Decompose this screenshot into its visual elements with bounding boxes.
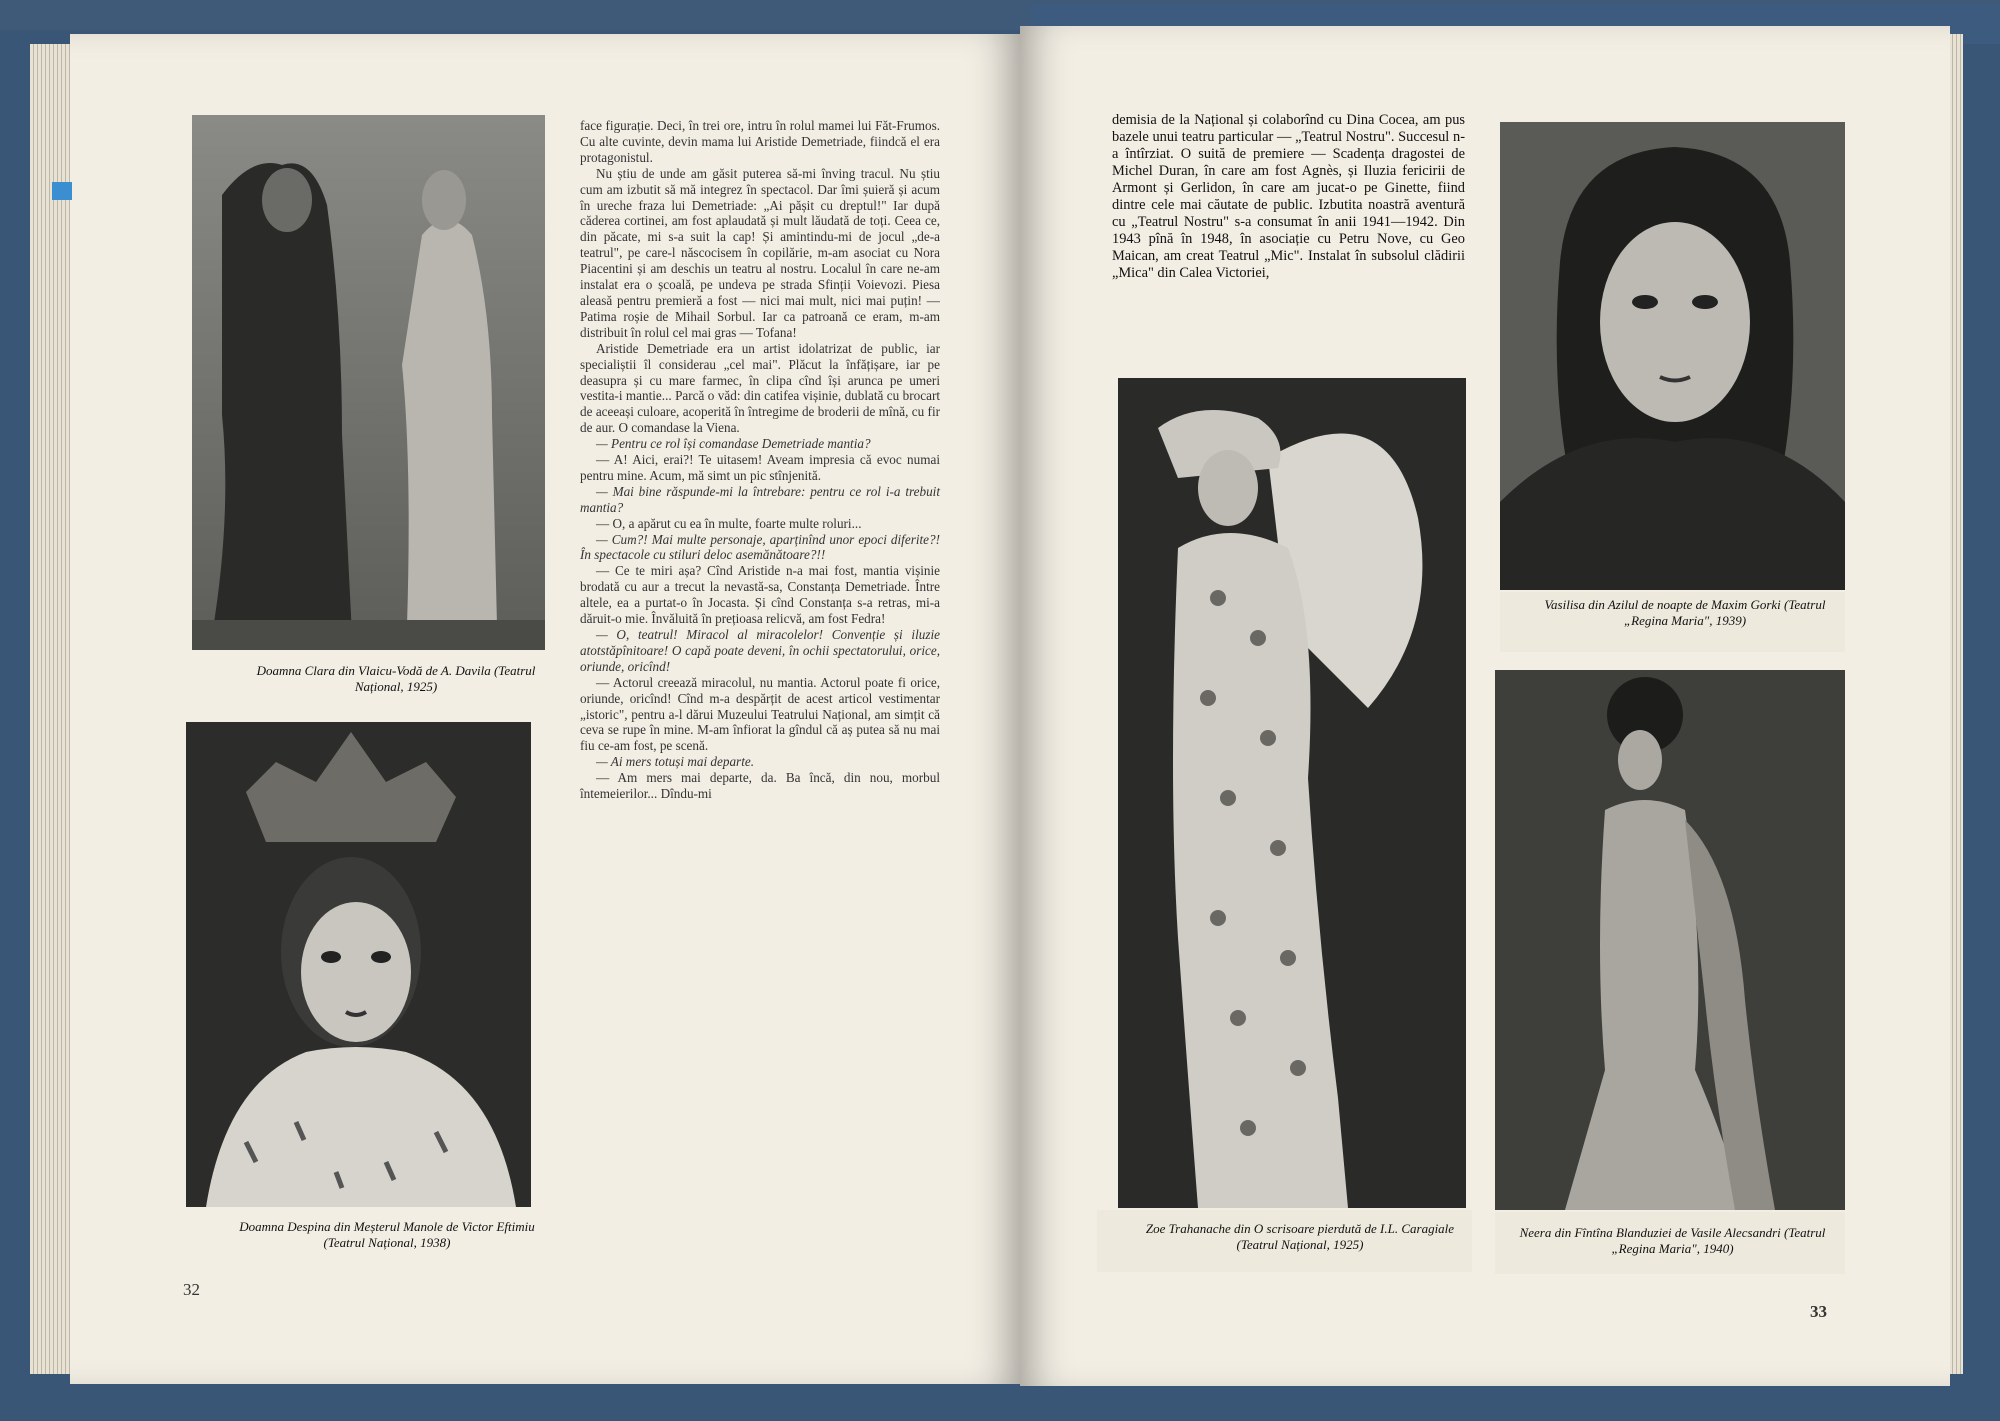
photo-neera	[1495, 670, 1845, 1210]
paragraph: — Ce te miri așa? Cînd Aristide n-a mai fost, mantia vișinie brodată cu aur a trecut la nevastă-sa, Constanța Demetriade. Între altele, ea a purtat-o în Jocasta. Și cînd Constanța s-a retras, mi-a dăruit-o mie. Învăluită în prețioasa relicvă, am fost Fedra!	[580, 563, 940, 627]
photo-vasilisa	[1500, 122, 1845, 590]
page-number-right: 33	[1810, 1302, 1827, 1321]
paragraph: face figurație. Deci, în trei ore, intru în rolul mamei lui Făt-Frumos. Cu alte cuvinte, devin mama lui Aristide Demetriade, fiindcă el era protagonistul.	[580, 118, 940, 165]
caption-neera: Neera din Fîntîna Blanduziei de Vasile Alecsandri (Teatrul „Regina Maria", 1940)	[1519, 1225, 1826, 1256]
paragraph: — Pentru ce rol își comandase Demetriade mantia?	[596, 436, 871, 452]
paragraph: — Ai mers totuși mai departe.	[596, 754, 755, 770]
page-number-left: 32	[183, 1280, 200, 1299]
paragraph: — Actorul creează miracolul, nu mantia. Actorul poate fi orice, oriunde, oricînd! Cînd m-a despărțit de acest articol vestimentar „istoric", pentru a-l dărui Muzeului Teatrului Național, am simțit că ceva se rupe în mine. M-am înfiorat la gîndul că aș putea să nu mai fiu ce-am fost, pe scenă.	[580, 674, 940, 754]
paragraph: — A! Aici, erai?! Te uitasem! Aveam impresia că evoc numai pentru mine. Acum, mă simt un pic stînjenită.	[580, 452, 940, 483]
paragraph: Nu știu de unde am găsit puterea să-mi înving tracul. Nu știu cum am izbutit să mă integrez în spectacol. Dar îmi șuieră și acum în ureche fraza lui Demetriade: „Ai pășit cu dreptul!" Iar după căderea cortinei, am fost aplaudată și mult lăudată de toți. Ceea ce, din păcate, mi s-a suit la cap! Și amintindu-mi de jocul „de-a teatrul", pe care-l născocisem în copilărie, m-am asociat cu Nora Piacentini și am deschis un teatru al nostru. Localul în care ne-am instalat era o școală, pe undeva pe strada Sfinții Voievozi. Piesa aleasă pentru premieră a fost — nici mai mult, nici mai puțin! — Patima roșie de Mihail Sorbul. Iar ca patroană ce eram, m-am distribuit în rolul cel mai gras — Tofana!	[580, 165, 940, 340]
paragraph: — Cum?! Mai multe personaje, aparținînd unor epoci diferite?! În spectacole cu stiluri deloc asemănătoare?!!	[580, 531, 940, 563]
caption-vasilisa: Vasilisa din Azilul de noapte de Maxim Gorki (Teatrul „Regina Maria", 1939)	[1544, 597, 1826, 628]
photo-doamna-despina	[186, 722, 531, 1207]
photo-doamna-clara	[192, 115, 545, 650]
paragraph: — O, a apărut cu ea în multe, foarte multe roluri...	[596, 515, 862, 531]
caption-doamna-despina: Doamna Despina din Meșterul Manole de Victor Eftimiu (Teatrul Național, 1938)	[239, 1219, 535, 1250]
photo-zoe-trahanache	[1118, 378, 1466, 1208]
caption-doamna-clara: Doamna Clara din Vlaicu-Vodă de A. Davila (Teatrul Național, 1925)	[256, 663, 536, 694]
paragraph: — Mai bine răspunde-mi la întrebare: pentru ce rol i-a trebuit mantia?	[580, 483, 940, 515]
paragraph: Aristide Demetriade era un artist idolatrizat de public, iar specialiștii îl considerau „cel mai". Plăcut la înfățișare, iar pe deasupra și cu mare farmec, în clipa cînd își arunca pe umeri vestita-i mantie... Parcă o văd: din catifea vișinie, dublată cu brocart de aceeași culoare, acoperită în întregime de broderii de mînă, cu fir de aur. O comandase la Viena.	[580, 340, 940, 436]
paragraph: — Am mers mai departe, da. Ba încă, din nou, morbul întemeierilor... Dîndu-mi	[580, 770, 940, 802]
right-page-text	[1112, 112, 1465, 282]
caption-zoe-trahanache: Zoe Trahanache din O scrisoare pierdută de I.L. Caragiale (Teatrul Național, 1925)	[1145, 1221, 1455, 1252]
right-page-paragraph: demisia de la Național și colaborînd cu Dina Cocea, am pus bazele unui teatru particular — „Teatrul Nostru". Succesul n-a întîrziat. O suită de premiere — Scadența dragostei de Michel Duran, în care am fost Agnès, și Iluzia fericirii de Armont și Gerlidon, în care am jucat-o pe Ginette, fiind dintre cele mai căutate de public. Izbutita noastră aventură cu „Teatrul Nostru" s-a consumat în anii 1941—1942. Din 1943 pînă în 1948, în asociație cu Petru Nove, cu Geo Maican, am creat Teatrul „Mic". Instalat în subsolul clădirii „Mica" din Calea Victoriei,	[1112, 112, 1465, 281]
left-page-text	[580, 118, 940, 802]
bookmark-tab	[52, 182, 72, 200]
paragraph: — O, teatrul! Miracol al miracolelor! Convenție și iluzie atotstăpînitoare! O capă poate deveni, în ochii spectatorului, orice, oriunde, oricînd!	[580, 627, 940, 674]
